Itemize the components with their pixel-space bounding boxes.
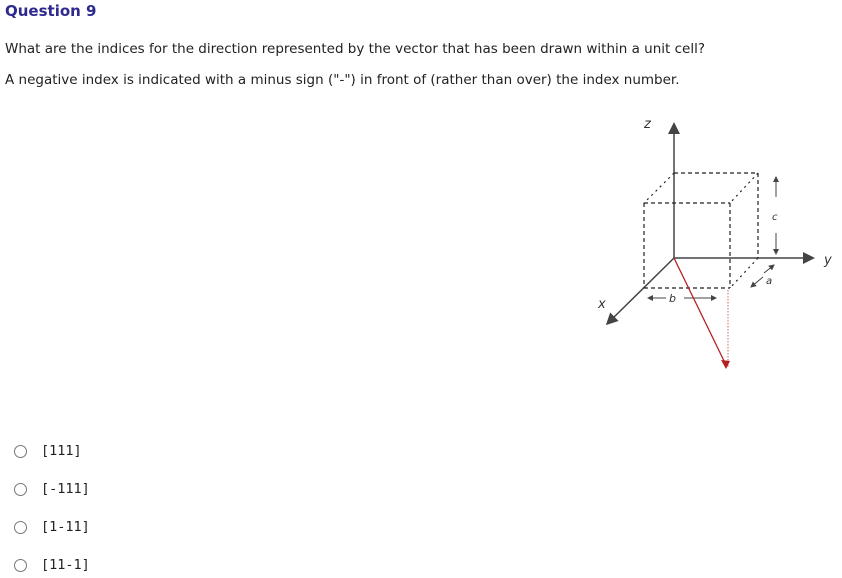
question-text: What are the indices for the direction represented by the vector that has been drawn within a unit cell? (5, 41, 706, 57)
radio-button[interactable] (14, 559, 27, 572)
b-dimension-label: b (669, 292, 676, 305)
unit-cell-diagram (580, 105, 842, 395)
option-label: [11-1] (41, 557, 90, 573)
direction-vector-head (721, 360, 730, 369)
radio-button[interactable] (14, 445, 27, 458)
a-dimension-label: a (766, 276, 773, 287)
direction-vector (674, 258, 726, 365)
y-axis-label: y (824, 253, 832, 268)
z-axis-label: z (644, 117, 651, 132)
radio-button[interactable] (14, 521, 27, 534)
question-note: A negative index is indicated with a minus sign ("-") in front of (rather than over) the index number. (5, 72, 680, 88)
unit-cell-figure (580, 105, 842, 395)
option-label: [1-11] (41, 519, 90, 535)
x-axis-label: x (598, 297, 606, 312)
question-title: Question 9 (5, 2, 97, 20)
c-dimension-label: c (772, 212, 778, 223)
a-dimension-arrow (751, 277, 763, 287)
x-axis (608, 258, 674, 323)
option-label: [-111] (41, 481, 90, 497)
option-label: [111] (41, 443, 82, 459)
radio-button[interactable] (14, 483, 27, 496)
option-3[interactable] (14, 516, 90, 538)
option-2[interactable] (14, 478, 90, 500)
option-4[interactable] (14, 554, 90, 576)
option-1[interactable] (14, 440, 82, 462)
a-dimension-arrow (764, 265, 774, 273)
